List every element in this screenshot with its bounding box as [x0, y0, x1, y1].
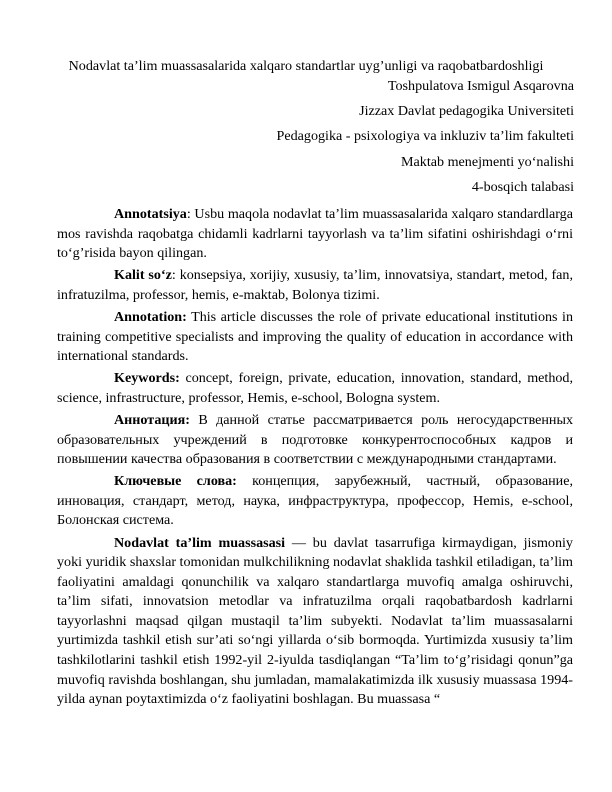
author-name: Toshpulatova Ismigul Asqarovna — [387, 78, 574, 94]
annotation-en — [57, 308, 573, 367]
keywords-en — [57, 369, 573, 408]
main-paragraph-text: — bu davlat tasarrufiga kirmaydigan, jismoniy yoki yuridik shaxslar tomonidan mulkchilikning nodavlat shaklida tashkil etiladigan, ta’lim faoliyatini amaldagi qonunchilik va xalqaro standartlarga muvofiq amalga oshiruvchi, ta’lim sifati, innovatsion metodlar va infratuzilma orqali raqobatbardosh kadrlarni tayyorlashni maqsad qilgan mustaqil ta’lim subyekti. Nodavlat ta’lim muassasalarni yurtimizda tashkil etish sur’ati so‘ngi yillarda o‘sib bormoqda. Yurtimizda xususiy ta’lim tashkilotlarini tashkil etish 1992-yil 2-iyulda tasdiqlangan “Ta’lim to‘g’risidagi qonun”ga muvofiq ravishda boshlangan, shu jumladan, mamalakatimizda ilk xususiy muassasa 1994-yilda aynan poytaxtimizda o‘z faoliyatini boshlagan. Bu muassasa “ — [57, 534, 573, 708]
keywords-ru — [57, 472, 573, 531]
paper-body — [57, 205, 573, 712]
keywords-ru-text: концепция, зарубежный, частный, образование, инновация, стандарт, метод, наука, инфраструктура, профессор, Hemis, e-school, Болонская система. — [57, 473, 573, 529]
annotation-en-text: This article discusses the role of private educational institutions in training competitive specialists and improving the quality of education in accordance with international standards. — [57, 308, 573, 365]
main-paragraph — [57, 534, 573, 710]
main-paragraph-label: Nodavlat ta’lim muassasasi — [114, 534, 286, 551]
annotation-en-label: Annotation: — [114, 308, 187, 325]
annotation-uz-label: Annotatsiya — [114, 206, 187, 222]
keywords-uz-text: : konsepsiya, xorijiy, xususiy, ta’lim, innovatsiya, standart, metod, fan, infratuzilma, professor, hemis, e-maktab, Bolonya tizimi. — [57, 267, 573, 303]
annotation-uz-text: : Usbu maqola nodavlat ta’lim muassasalarida xalqaro standardlarga mos ravishda raqobatga chidamli kadrlarni tayyorlash va ta’lim sifatini oshirishdagi o‘rni to‘g’risida bayon qilingan. — [57, 206, 573, 262]
annotation-ru-text: В данной статье рассматривается роль негосударственных образовательных учреждений в подготовке конкурентоспособных кадров и повышении качества образования в соответствии с международными стандартами. — [57, 411, 573, 468]
author-university: Jizzax Davlat pedagogika Universiteti — [359, 103, 574, 119]
paper-title: Nodavlat ta’lim muassasalarida xalqaro standartlar uyg’unligi va raqobatbardoshligi — [68, 58, 544, 74]
annotation-uz — [57, 205, 573, 264]
author-faculty: Pedagogika - psixologiya va inkluziv ta’lim fakulteti — [276, 128, 574, 144]
author-department: Maktab menejmenti yo‘nalishi — [401, 154, 574, 170]
keywords-en-text: concept, foreign, private, education, innovation, standard, method, science, infrastructure, professor, Hemis, e-school, Bologna system. — [57, 370, 573, 406]
keywords-uz — [57, 266, 573, 305]
keywords-ru-label: Ключевые слова: — [114, 473, 237, 490]
keywords-en-label: Keywords: — [114, 370, 180, 387]
annotation-ru-label: Аннотация: — [114, 411, 190, 428]
keywords-uz-label: Kalit so‘z — [114, 267, 172, 284]
annotation-ru — [57, 411, 573, 470]
author-course: 4-bosqich talabasi — [471, 179, 574, 195]
